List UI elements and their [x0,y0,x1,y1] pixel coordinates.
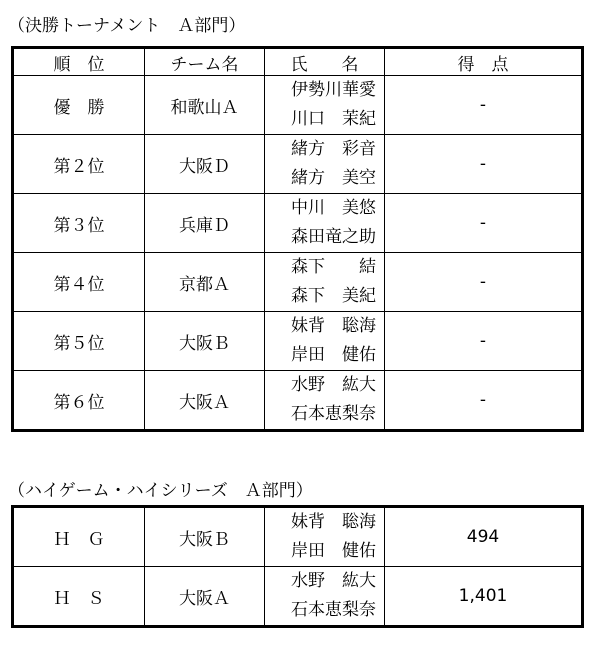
table-row [13,253,583,312]
team-cell: 大阪Ｄ [145,135,265,194]
player-name: 岸田 健佑 [291,345,376,365]
names-cell [265,76,385,135]
score-cell: 1,401 [385,567,583,627]
player-name: 伊勢川華愛 [291,80,376,100]
team-cell: 和歌山Ａ [145,76,265,135]
table-row [13,135,583,194]
header-name: 氏 名 [265,48,385,76]
score-cell: - [385,312,583,371]
table-header-row [13,48,583,76]
table-row [13,567,583,627]
header-team: チーム名 [145,48,265,76]
player-name: 森下 美紀 [291,286,376,306]
player-name: 岸田 健佑 [291,541,376,561]
names-cell [265,135,385,194]
team-cell: 京都Ａ [145,253,265,312]
names-cell [265,194,385,253]
names-cell [265,371,385,431]
category-cell: Ｈ Ｇ [13,507,145,567]
player-name: 石本恵梨奈 [291,600,376,620]
team-cell: 兵庫Ｄ [145,194,265,253]
table-row [13,371,583,431]
table-row [13,194,583,253]
table-row [13,312,583,371]
score-cell: - [385,253,583,312]
table-row [13,76,583,135]
player-name: 妹背 聡海 [291,512,376,532]
team-cell: 大阪Ａ [145,371,265,431]
rank-cell: 第６位 [13,371,145,431]
team-cell: 大阪Ａ [145,567,265,627]
player-name: 妹背 聡海 [291,316,376,336]
score-cell: - [385,371,583,431]
player-name: 森田竜之助 [291,227,376,247]
score-cell: - [385,194,583,253]
names-cell [265,567,385,627]
rank-cell: 第４位 [13,253,145,312]
rank-cell: 優 勝 [13,76,145,135]
player-name: 中川 美悠 [291,198,376,218]
team-cell: 大阪Ｂ [145,507,265,567]
table-row [13,507,583,567]
score-cell: 494 [385,507,583,567]
player-name: 森下 結 [291,257,376,277]
header-score: 得 点 [385,48,583,76]
names-cell [265,312,385,371]
rank-cell: 第５位 [13,312,145,371]
names-cell [265,253,385,312]
category-cell: Ｈ Ｓ [13,567,145,627]
high-game-series-title: （ハイゲーム・ハイシリーズ Ａ部門） [8,481,313,501]
player-name: 緒方 彩音 [291,139,376,159]
final-tournament-table [11,46,584,432]
player-name: 川口 茉紀 [291,109,376,129]
player-name: 緒方 美空 [291,168,376,188]
rank-cell: 第２位 [13,135,145,194]
player-name: 水野 紘大 [291,375,376,395]
team-cell: 大阪Ｂ [145,312,265,371]
player-name: 水野 紘大 [291,571,376,591]
player-name: 石本恵梨奈 [291,404,376,424]
high-game-series-table [11,505,584,628]
rank-cell: 第３位 [13,194,145,253]
score-cell: - [385,135,583,194]
final-tournament-title: （決勝トーナメント Ａ部門） [8,16,246,36]
names-cell [265,507,385,567]
header-rank: 順 位 [13,48,145,76]
score-cell: - [385,76,583,135]
